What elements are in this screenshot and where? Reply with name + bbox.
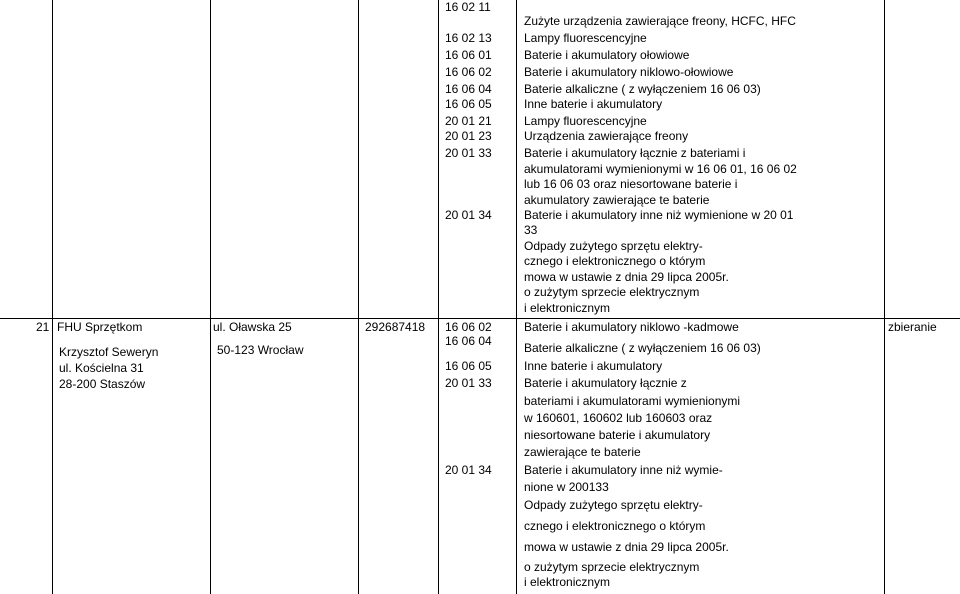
column-divider bbox=[210, 0, 211, 594]
column-divider bbox=[358, 0, 359, 594]
waste-code: 20 01 23 bbox=[445, 129, 492, 143]
waste-description: mowa w ustawie z dnia 29 lipca 2005r. bbox=[524, 540, 729, 554]
waste-code: 20 01 21 bbox=[445, 114, 492, 128]
waste-description: mowa w ustawie z dnia 29 lipca 2005r. bbox=[524, 270, 729, 284]
waste-description: i elektronicznym bbox=[524, 301, 611, 315]
waste-code: 16 06 02 bbox=[445, 65, 492, 79]
waste-description: Urządzenia zawierające freony bbox=[524, 129, 689, 143]
waste-description: Baterie i akumulatory łącznie z bbox=[524, 376, 687, 390]
waste-description: Baterie i akumulatory inne niż wymienione w 20 01 bbox=[524, 208, 794, 222]
waste-description: akumulatorami wymienionymi w 16 06 01, 16 06 02 bbox=[524, 162, 797, 176]
waste-code: 16 06 05 bbox=[445, 359, 492, 373]
company-name: FHU Sprzętkom bbox=[57, 320, 143, 334]
company-city: 28-200 Staszów bbox=[59, 377, 146, 391]
waste-description: nione w 200133 bbox=[524, 480, 609, 494]
waste-description: Baterie alkaliczne ( z wyłączeniem 16 06 03) bbox=[524, 82, 761, 96]
waste-code: 20 01 34 bbox=[445, 463, 492, 477]
waste-description: lub 16 06 03 oraz niesortowane baterie i bbox=[524, 177, 738, 191]
waste-description: Baterie alkaliczne ( z wyłączeniem 16 06 03) bbox=[524, 341, 761, 355]
waste-code: 16 06 04 bbox=[445, 82, 492, 96]
waste-code: 16 02 13 bbox=[445, 31, 492, 45]
waste-description: i elektronicznym bbox=[524, 575, 611, 589]
company-owner: Krzysztof Seweryn bbox=[59, 345, 159, 359]
site-city: 50-123 Wrocław bbox=[217, 343, 304, 357]
waste-description: Inne baterie i akumulatory bbox=[524, 97, 663, 111]
waste-description: Odpady zużytego sprzętu elektry- bbox=[524, 239, 703, 253]
waste-description: cznego i elektronicznego o którym bbox=[524, 519, 706, 533]
waste-code: 16 06 04 bbox=[445, 334, 492, 348]
waste-description: Baterie i akumulatory łącznie z bateriami i bbox=[524, 146, 746, 160]
waste-description: Baterie i akumulatory ołowiowe bbox=[524, 48, 690, 62]
waste-code: 20 01 33 bbox=[445, 376, 492, 390]
waste-description: w 160601, 160602 lub 160603 oraz bbox=[524, 411, 713, 425]
waste-description: zawierające te baterie bbox=[524, 445, 641, 459]
waste-description: Lampy fluorescencyjne bbox=[524, 114, 647, 128]
waste-description: niesortowane baterie i akumulatory bbox=[524, 428, 711, 442]
waste-code: 20 01 33 bbox=[445, 146, 492, 160]
waste-code: 16 02 11 bbox=[445, 0, 491, 14]
waste-description: o zużytym sprzecie elektrycznym bbox=[524, 285, 700, 299]
column-divider bbox=[438, 0, 439, 594]
entry-number: 21 bbox=[36, 320, 50, 334]
waste-description: Zużyte urządzenia zawierające freony, HCFC, HFC bbox=[524, 14, 796, 28]
row-divider bbox=[0, 318, 960, 319]
waste-code: 16 06 01 bbox=[445, 48, 492, 62]
waste-description: 33 bbox=[524, 223, 538, 237]
waste-description: Odpady zużytego sprzętu elektry- bbox=[524, 498, 703, 512]
waste-description: bateriami i akumulatorami wymienionymi bbox=[524, 394, 741, 408]
column-divider bbox=[52, 0, 53, 594]
waste-code: 20 01 34 bbox=[445, 208, 492, 222]
waste-description: Baterie i akumulatory niklowo -kadmowe bbox=[524, 320, 739, 334]
column-divider bbox=[884, 0, 885, 594]
registry-id: 292687418 bbox=[365, 320, 426, 334]
site-street: ul. Oławska 25 bbox=[213, 320, 292, 334]
activity-type: zbieranie bbox=[888, 320, 937, 334]
column-divider bbox=[516, 0, 517, 594]
waste-description: akumulatory zawierające te baterie bbox=[524, 193, 710, 207]
waste-code: 16 06 02 bbox=[445, 320, 492, 334]
waste-description: Baterie i akumulatory inne niż wymie- bbox=[524, 463, 723, 477]
waste-description: cznego i elektronicznego o którym bbox=[524, 254, 706, 268]
company-street: ul. Kościelna 31 bbox=[59, 361, 144, 375]
waste-description: Lampy fluorescencyjne bbox=[524, 31, 647, 45]
waste-description: Inne baterie i akumulatory bbox=[524, 359, 663, 373]
waste-description: Baterie i akumulatory niklowo-ołowiowe bbox=[524, 65, 734, 79]
waste-code: 16 06 05 bbox=[445, 97, 492, 111]
waste-description: o zużytym sprzecie elektrycznym bbox=[524, 560, 700, 574]
